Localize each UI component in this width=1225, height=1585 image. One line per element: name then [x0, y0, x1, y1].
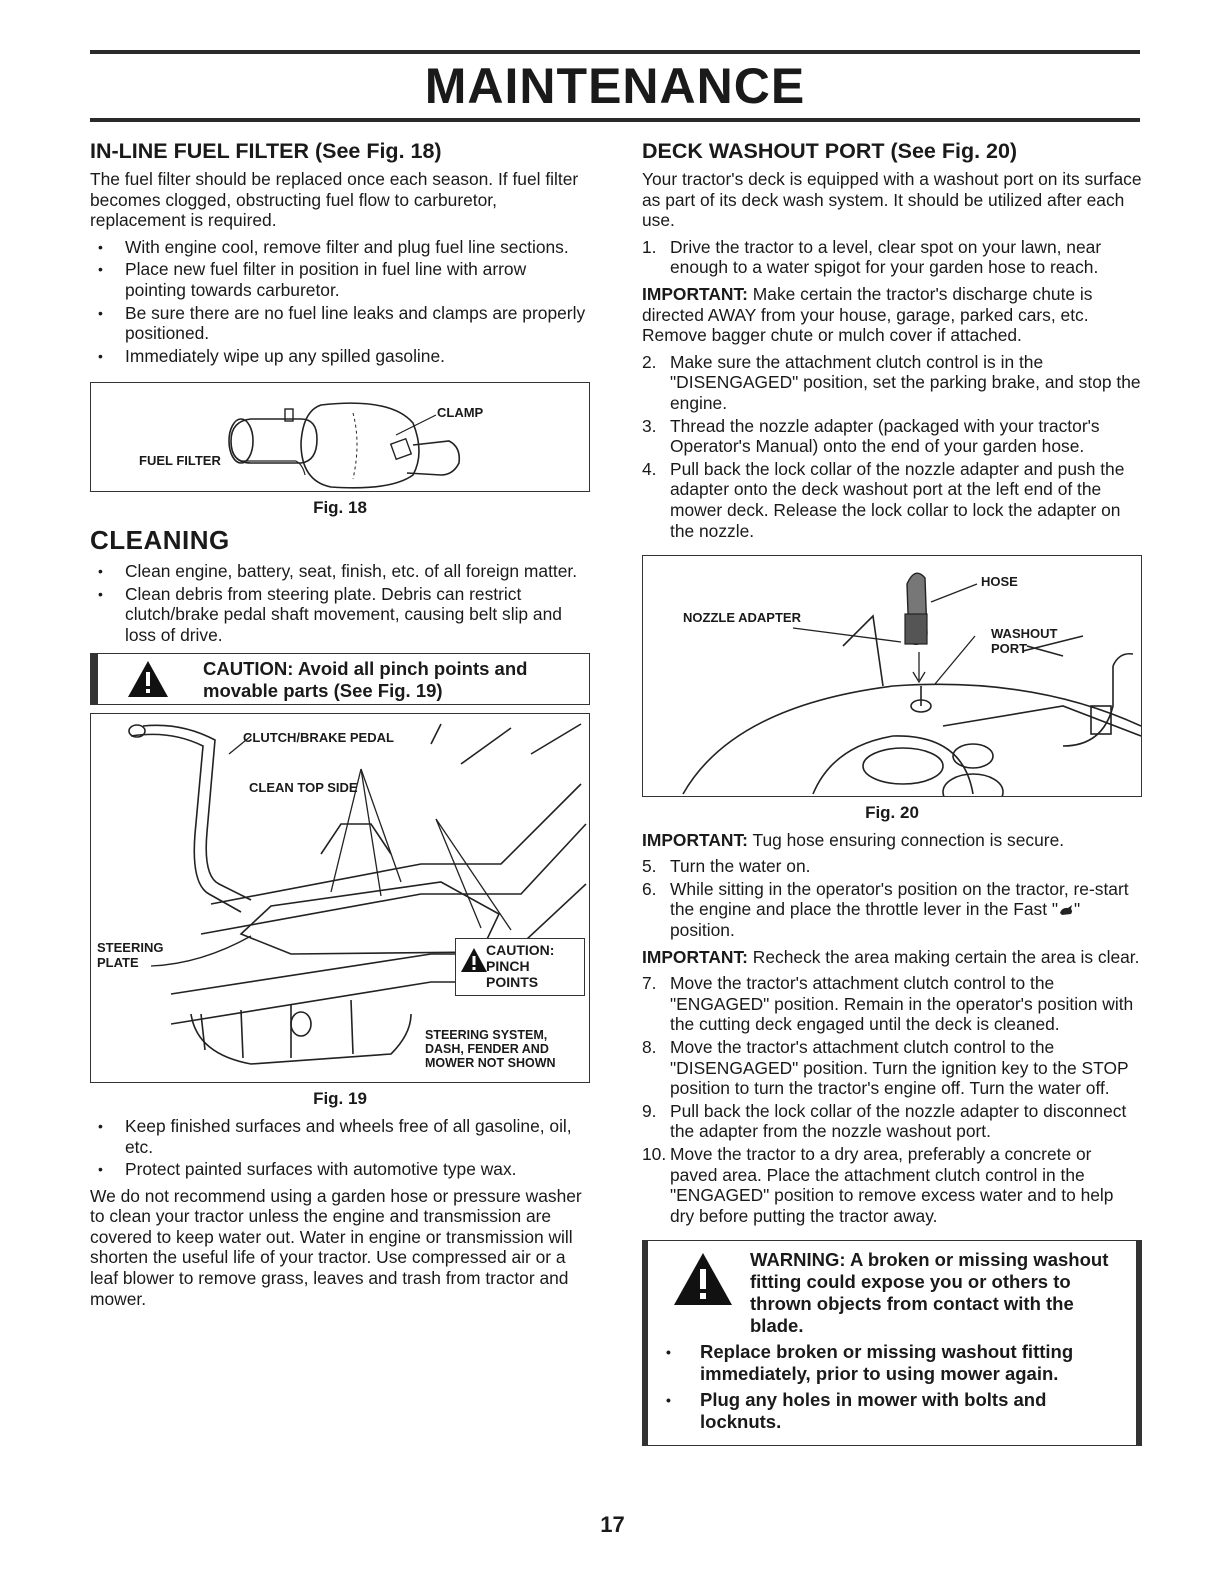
hose-label: HOSE — [981, 574, 1018, 590]
step-text: Thread the nozzle adapter (packaged with your tractor's Operator's Manual) onto the end of your garden hose. — [670, 415, 1100, 457]
warning-triangle-icon — [126, 659, 170, 699]
list-item — [642, 416, 1142, 457]
step-number: 9. — [642, 1100, 657, 1121]
label-line: WASHOUT — [991, 626, 1058, 642]
fig-19-figure — [90, 713, 590, 1083]
page-title: MAINTENANCE — [424, 58, 806, 114]
step-number: 4. — [642, 458, 657, 479]
step-text: While sitting in the operator's position on the tractor, re-start the engine and place the throttle lever in the Fast " — [670, 878, 1129, 920]
label-line: PORT — [991, 641, 1028, 657]
list-item — [642, 352, 1142, 414]
fuel-filter-heading: IN-LINE FUEL FILTER (See Fig. 18) — [90, 139, 442, 163]
list-item: • With engine cool, remove filter and plug fuel line sections. — [90, 237, 590, 258]
list-item — [642, 237, 1142, 278]
step-number: 8. — [642, 1037, 657, 1058]
step-number: 5. — [642, 856, 657, 877]
step-text: Make sure the attachment clutch control is in the "DISENGAGED" position, set the parking brake, and stop the engine. — [670, 351, 1141, 413]
page-number: 17 — [600, 1512, 625, 1537]
step-text: Turn the water on. — [670, 856, 811, 877]
cleaning-heading: CLEANING — [90, 524, 230, 555]
fig-20-caption: Fig. 20 — [865, 803, 919, 823]
step-text: Drive the tractor to a level, clear spot on your lawn, near enough to a water spigot for your garden hose to reach. — [670, 236, 1102, 278]
label-line: CAUTION: — [486, 942, 555, 959]
washout-steps-4 — [642, 973, 1142, 1226]
warning-list — [658, 1341, 1126, 1433]
washout-heading: DECK WASHOUT PORT (See Fig. 20) — [642, 139, 1018, 163]
list-item — [642, 459, 1142, 541]
step-number: 6. — [642, 878, 657, 899]
step-number: 1. — [642, 236, 657, 257]
fig-20-figure — [642, 555, 1142, 797]
step-number: 3. — [642, 415, 657, 436]
important-label: IMPORTANT: — [642, 283, 748, 304]
pinch-points-caution — [455, 938, 585, 996]
warning-triangle-icon — [672, 1251, 734, 1307]
label-line: PLATE — [97, 955, 139, 971]
list-item: • Clean debris from steering plate. Debris can restrict clutch/brake pedal shaft movement, causing belt slip and loss of drive. — [90, 584, 590, 646]
important-note-1 — [642, 284, 1142, 346]
step-number: 10. — [642, 1144, 667, 1164]
step-text: Pull back the lock collar of the nozzle adapter and push the adapter onto the deck washout port at the left end of the mower deck. Release the lock collar to lock the adapter on the nozzle. — [670, 458, 1125, 541]
washout-port-label — [991, 626, 1057, 656]
not-shown-note — [425, 1028, 556, 1070]
step-text: " position. — [670, 899, 1081, 941]
list-item — [642, 973, 1142, 1035]
important-label: IMPORTANT: — [642, 829, 748, 850]
warning-text: WARNING: A broken or missing washout fitting could expose you or others to thrown objects from contact with the blade. — [750, 1249, 1109, 1337]
cleaning-list-2 — [90, 1116, 590, 1180]
step-text: Move the tractor's attachment clutch control to the "DISENGAGED" position. Turn the ignition key to the STOP position to turn the tractor's engine off. Turn the water off. — [670, 1037, 1129, 1099]
fuel-filter-list — [90, 237, 590, 367]
left-column — [90, 138, 590, 1315]
washout-steps-2 — [642, 352, 1142, 541]
list-item: • Protect painted surfaces with automotive type wax. — [90, 1159, 590, 1180]
label-line: MOWER NOT SHOWN — [425, 1056, 556, 1071]
warning-box — [642, 1240, 1142, 1446]
warning-heading — [658, 1249, 1126, 1337]
label-line: POINTS — [486, 974, 539, 991]
top-side-label: CLEAN TOP SIDE — [249, 780, 358, 796]
top-rule — [90, 50, 1140, 54]
step-text: Move the tractor to a dry area, preferably a concrete or paved area. Place the attachment clutch control in the "ENGAGED" position to remove excess water and to help dry before putting the tractor away. — [670, 1144, 1114, 1226]
fuel-filter-illustration — [91, 383, 590, 491]
fuel-filter-intro: The fuel filter should be replaced once each season. If fuel filter becomes clogged, obstructing fuel flow to carburetor, replacement is required. — [90, 169, 579, 231]
cleaning-closing: We do not recommend using a garden hose or pressure washer to clean your tractor unless the engine and transmission are covered to keep water out. Water in engine or transmission will shorten the useful life of your tractor. Use compressed air or a leaf blower to remove grass, leaves and trash from tractor and mower. — [90, 1185, 582, 1309]
caution-line: movable parts (See Fig. 19) — [203, 680, 443, 702]
list-item: • Immediately wipe up any spilled gasoline. — [90, 346, 590, 367]
warning-triangle-icon — [460, 947, 488, 973]
list-item — [642, 856, 1142, 877]
list-item: • Keep finished surfaces and wheels free of all gasoline, oil, etc. — [90, 1116, 590, 1157]
fuel-filter-label: FUEL FILTER — [139, 453, 221, 469]
list-item: • Replace broken or missing washout fitting immediately, prior to using mower again. — [658, 1341, 1126, 1385]
label-line: STEERING — [97, 940, 164, 956]
title-underline — [90, 118, 1140, 122]
list-item — [642, 1037, 1142, 1099]
label-line: STEERING SYSTEM, — [425, 1028, 548, 1043]
pedal-label: CLUTCH/BRAKE PEDAL — [243, 730, 394, 746]
steering-plate-illustration — [91, 714, 590, 1082]
list-item — [642, 879, 1142, 941]
list-item: • Plug any holes in mower with bolts and locknuts. — [658, 1389, 1126, 1433]
step-number: 7. — [642, 973, 657, 994]
list-item: • Clean engine, battery, seat, finish, etc. of all foreign matter. — [90, 561, 590, 582]
caution-box — [90, 653, 590, 705]
cleaning-list — [90, 561, 590, 645]
washout-steps-1 — [642, 237, 1142, 278]
step-number: 2. — [642, 351, 657, 372]
list-item — [642, 1144, 1142, 1226]
list-item: • Place new fuel filter in position in fuel line with arrow pointing towards carburetor. — [90, 259, 590, 300]
washout-steps-3 — [642, 856, 1142, 940]
washout-intro: Your tractor's deck is equipped with a washout port on its surface as part of its deck wash system. It should be utilized after each use. — [642, 169, 1142, 231]
list-item — [642, 1101, 1142, 1142]
clamp-label: CLAMP — [437, 405, 484, 421]
important-note-2 — [642, 830, 1142, 851]
right-column — [642, 138, 1142, 1446]
fig-18-figure — [90, 382, 590, 492]
caution-text — [203, 658, 527, 702]
rabbit-icon — [1058, 901, 1074, 915]
steering-plate-label — [97, 940, 163, 970]
caution-line: CAUTION: Avoid all pinch points and — [203, 658, 528, 680]
step-text: Move the tractor's attachment clutch control to the "ENGAGED" position. Remain in the operator's position with the cutting deck engaged until the deck is cleaned. — [670, 973, 1134, 1035]
important-note-3 — [642, 947, 1142, 968]
pinch-caution-text — [486, 942, 554, 990]
nozzle-adapter-label: NOZZLE ADAPTER — [683, 610, 801, 626]
important-label: IMPORTANT: — [642, 946, 748, 967]
fig-18-caption: Fig. 18 — [313, 498, 367, 518]
important-text: Tug hose ensuring connection is secure. — [752, 829, 1065, 850]
important-text: Recheck the area making certain the area is clear. — [752, 946, 1140, 967]
step-text: Pull back the lock collar of the nozzle adapter to disconnect the adapter from the nozzle washout port. — [670, 1100, 1127, 1142]
fig-19-caption: Fig. 19 — [313, 1089, 367, 1109]
label-line: DASH, FENDER AND — [425, 1042, 549, 1057]
important-text: Make certain the tractor's discharge chute is directed AWAY from your house, garage, parked cars, etc. Remove bagger chute or mulch cover if attached. — [642, 283, 1093, 346]
washout-port-illustration — [643, 556, 1142, 796]
list-item: • Be sure there are no fuel line leaks and clamps are properly positioned. — [90, 303, 590, 344]
label-line: PINCH — [486, 958, 530, 975]
